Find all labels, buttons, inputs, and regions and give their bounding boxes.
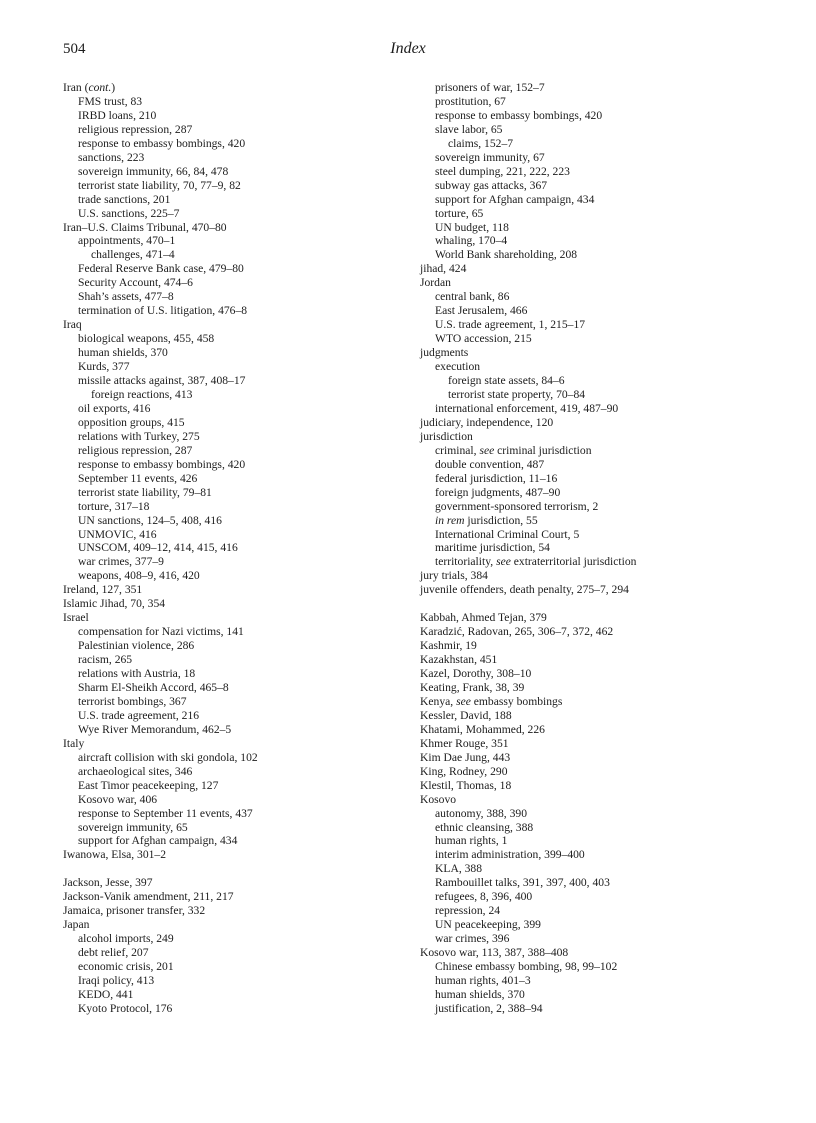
index-subentry: federal jurisdiction, 11–16 — [435, 471, 558, 485]
index-subentry: U.S. sanctions, 225–7 — [78, 206, 180, 220]
index-subentry: opposition groups, 415 — [78, 415, 185, 429]
index-subentry: sovereign immunity, 66, 84, 478 — [78, 164, 229, 178]
index-subentry: terrorist bombings, 367 — [78, 694, 187, 708]
index-subentry: support for Afghan campaign, 434 — [435, 192, 595, 206]
index-heading: Kashmir, 19 — [420, 639, 477, 653]
index-heading — [420, 695, 765, 709]
index-heading: Kabbah, Ahmed Tejan, 379 — [420, 611, 547, 625]
index-subentry: September 11 events, 426 — [78, 471, 198, 485]
index-heading: Italy — [63, 736, 85, 750]
index-entry-text: in rem — [435, 513, 465, 527]
index-subentry: challenges, 471–4 — [91, 248, 175, 262]
index-entry-text: Kenya, — [420, 694, 457, 708]
index-subentry: government-sponsored terrorism, 2 — [435, 499, 599, 513]
index-subentry: terrorist state liability, 79–81 — [78, 485, 212, 499]
index-subentry: steel dumping, 221, 222, 223 — [435, 164, 570, 178]
running-head: Index — [390, 40, 426, 57]
index-heading: Israel — [63, 611, 89, 625]
index-heading: jury trials, 384 — [420, 569, 488, 583]
index-subentry: WTO accession, 215 — [435, 332, 532, 346]
index-subentry: relations with Austria, 18 — [78, 667, 196, 681]
index-heading: Ireland, 127, 351 — [63, 583, 143, 597]
index-subentry: response to September 11 events, 437 — [78, 806, 253, 820]
index-subentry: compensation for Nazi victims, 141 — [78, 625, 244, 639]
index-subentry: Rambouillet talks, 391, 397, 400, 403 — [435, 876, 610, 890]
index-subentry: human rights, 401–3 — [435, 973, 531, 987]
index-subentry: sovereign immunity, 65 — [78, 820, 188, 834]
index-subentry: Kosovo war, 406 — [78, 792, 158, 806]
index-subentry: UNMOVIC, 416 — [78, 527, 157, 541]
index-subentry: response to embassy bombings, 420 — [78, 136, 246, 150]
index-subentry: international enforcement, 419, 487–90 — [435, 401, 619, 415]
index-subentry: slave labor, 65 — [435, 122, 503, 136]
page-number: 504 — [63, 41, 86, 57]
index-entry-text: jurisdiction, 55 — [464, 513, 538, 527]
index-subentry: claims, 152–7 — [448, 136, 514, 150]
index-subentry: UN budget, 118 — [435, 220, 509, 234]
index-subentry: termination of U.S. litigation, 476–8 — [78, 304, 248, 318]
index-subentry: central bank, 86 — [435, 290, 510, 304]
index-heading: Kosovo war, 113, 387, 388–408 — [420, 946, 569, 960]
index-subentry: FMS trust, 83 — [78, 94, 143, 108]
index-subentry: trade sanctions, 201 — [78, 192, 171, 206]
index-subentry: terrorist state property, 70–84 — [448, 387, 586, 401]
index-heading: judiciary, independence, 120 — [420, 415, 554, 429]
index-heading: Klestil, Thomas, 18 — [420, 778, 512, 792]
index-subentry: East Jerusalem, 466 — [435, 304, 528, 318]
index-subentry: sovereign immunity, 67 — [435, 150, 545, 164]
index-subentry: alcohol imports, 249 — [78, 932, 174, 946]
index-subentry: UNSCOM, 409–12, 414, 415, 416 — [78, 541, 238, 555]
index-subentry: East Timor peacekeeping, 127 — [78, 778, 219, 792]
index-subentry: support for Afghan campaign, 434 — [78, 834, 238, 848]
index-heading: Iraq — [63, 318, 82, 332]
index-subentry: archaeological sites, 346 — [78, 764, 193, 778]
index-heading: jihad, 424 — [420, 262, 467, 276]
index-subentry: International Criminal Court, 5 — [435, 527, 580, 541]
index-heading: Iwanowa, Elsa, 301–2 — [63, 848, 167, 862]
index-entry-text: embassy bombings — [470, 694, 563, 708]
index-subentry: UN peacekeeping, 399 — [435, 918, 541, 932]
index-subentry: appointments, 470–1 — [78, 234, 176, 248]
index-subentry: Kyoto Protocol, 176 — [78, 1001, 173, 1015]
index-heading: Islamic Jihad, 70, 354 — [63, 597, 166, 611]
index-subentry: Chinese embassy bombing, 98, 99–102 — [435, 960, 618, 974]
index-subentry: Federal Reserve Bank case, 479–80 — [78, 262, 244, 276]
index-entry-text: territoriality, — [435, 555, 497, 569]
index-subentry: torture, 317–18 — [78, 499, 150, 513]
index-heading: Keating, Frank, 38, 39 — [420, 680, 525, 694]
index-entry-text: Iran ( — [63, 81, 89, 94]
index-subentry: religious repression, 287 — [78, 122, 193, 136]
letter-section-gap — [63, 862, 408, 876]
index-subentry: religious repression, 287 — [78, 443, 193, 457]
index-subentry: human shields, 370 — [435, 987, 525, 1001]
index-heading: Jackson-Vanik amendment, 211, 217 — [63, 890, 234, 904]
index-heading: Khatami, Mohammed, 226 — [420, 722, 545, 736]
index-subentry: terrorist state liability, 70, 77–9, 82 — [78, 178, 241, 192]
index-subentry: execution — [435, 360, 481, 374]
index-subentry: prisoners of war, 152–7 — [435, 81, 545, 94]
index-heading: Kazel, Dorothy, 308–10 — [420, 667, 532, 681]
index-subentry: response to embassy bombings, 420 — [435, 108, 603, 122]
index-subentry — [420, 444, 765, 458]
index-subentry: justification, 2, 388–94 — [435, 1001, 543, 1015]
index-heading: Kazakhstan, 451 — [420, 653, 498, 667]
index-subentry: foreign state assets, 84–6 — [448, 374, 565, 388]
index-subentry: UN sanctions, 124–5, 408, 416 — [78, 513, 222, 527]
index-heading: Jordan — [420, 276, 451, 290]
index-column-left — [63, 81, 408, 1016]
index-subentry: Wye River Memorandum, 462–5 — [78, 722, 232, 736]
index-subentry: missile attacks against, 387, 408–17 — [78, 374, 246, 388]
index-subentry: oil exports, 416 — [78, 401, 151, 415]
index-subentry: weapons, 408–9, 416, 420 — [78, 569, 200, 583]
index-heading: King, Rodney, 290 — [420, 764, 508, 778]
index-column-right — [420, 81, 765, 1016]
index-subentry: relations with Turkey, 275 — [78, 429, 200, 443]
index-subentry: Palestinian violence, 286 — [78, 639, 195, 653]
index-subentry: subway gas attacks, 367 — [435, 178, 548, 192]
index-entry-text: ) — [111, 81, 116, 94]
index-subentry: human shields, 370 — [78, 346, 168, 360]
index-heading — [63, 81, 408, 95]
index-subentry: debt relief, 207 — [78, 946, 149, 960]
index-subentry: Security Account, 474–6 — [78, 276, 193, 290]
index-subentry: prostitution, 67 — [435, 94, 506, 108]
index-subentry: KEDO, 441 — [78, 987, 134, 1001]
index-subentry: economic crisis, 201 — [78, 960, 174, 974]
index-heading: Khmer Rouge, 351 — [420, 736, 509, 750]
index-subentry: biological weapons, 455, 458 — [78, 332, 215, 346]
index-subentry: interim administration, 399–400 — [435, 848, 585, 862]
index-entry-text: see — [479, 443, 495, 457]
index-subentry: Kurds, 377 — [78, 360, 130, 374]
index-subentry: repression, 24 — [435, 904, 501, 918]
index-subentry: foreign reactions, 413 — [91, 387, 193, 401]
index-subentry: racism, 265 — [78, 653, 133, 667]
index-entry-text: criminal jurisdiction — [494, 443, 592, 457]
index-subentry: refugees, 8, 396, 400 — [435, 890, 533, 904]
index-heading: Jamaica, prisoner transfer, 332 — [63, 904, 206, 918]
index-subentry: U.S. trade agreement, 216 — [78, 708, 200, 722]
index-heading: Kessler, David, 188 — [420, 708, 512, 722]
index-subentry: war crimes, 396 — [435, 932, 510, 946]
index-subentry: Iraqi policy, 413 — [78, 973, 155, 987]
index-subentry: human rights, 1 — [435, 834, 508, 848]
index-subentry: response to embassy bombings, 420 — [78, 457, 246, 471]
index-heading: Karadzić, Radovan, 265, 306–7, 372, 462 — [420, 625, 614, 639]
index-subentry: torture, 65 — [435, 206, 484, 220]
index-subentry — [420, 514, 765, 528]
index-subentry: ethnic cleansing, 388 — [435, 820, 534, 834]
index-heading: Kosovo — [420, 792, 457, 806]
index-subentry: whaling, 170–4 — [435, 234, 508, 248]
index-subentry: maritime jurisdiction, 54 — [435, 541, 550, 555]
index-subentry: U.S. trade agreement, 1, 215–17 — [435, 318, 586, 332]
index-entry-text: cont. — [88, 81, 112, 94]
index-heading: Iran–U.S. Claims Tribunal, 470–80 — [63, 220, 227, 234]
index-heading: Jackson, Jesse, 397 — [63, 876, 153, 890]
index-subentry: aircraft collision with ski gondola, 102 — [78, 750, 258, 764]
index-entry-text: extraterritorial jurisdiction — [510, 555, 637, 569]
index-subentry: foreign judgments, 487–90 — [435, 485, 561, 499]
letter-section-gap — [420, 597, 765, 611]
index-entry-text: see — [496, 555, 511, 569]
index-heading: jurisdiction — [420, 429, 473, 443]
index-subentry — [420, 555, 765, 569]
index-subentry: double convention, 487 — [435, 457, 545, 471]
index-entry-text: see — [456, 694, 471, 708]
index-heading: Japan — [63, 918, 90, 932]
index-subentry: war crimes, 377–9 — [78, 555, 164, 569]
index-heading: judgments — [420, 346, 469, 360]
index-entry-text: criminal, — [435, 443, 480, 457]
index-subentry: Sharm El-Sheikh Accord, 465–8 — [78, 680, 229, 694]
index-heading: Kim Dae Jung, 443 — [420, 750, 511, 764]
index-subentry: IRBD loans, 210 — [78, 108, 157, 122]
index-subentry: World Bank shareholding, 208 — [435, 248, 578, 262]
index-heading: juvenile offenders, death penalty, 275–7, 294 — [420, 583, 629, 597]
index-subentry: Shah’s assets, 477–8 — [78, 290, 174, 304]
index-subentry: autonomy, 388, 390 — [435, 806, 527, 820]
index-subentry: sanctions, 223 — [78, 150, 145, 164]
index-subentry: KLA, 388 — [435, 862, 483, 876]
